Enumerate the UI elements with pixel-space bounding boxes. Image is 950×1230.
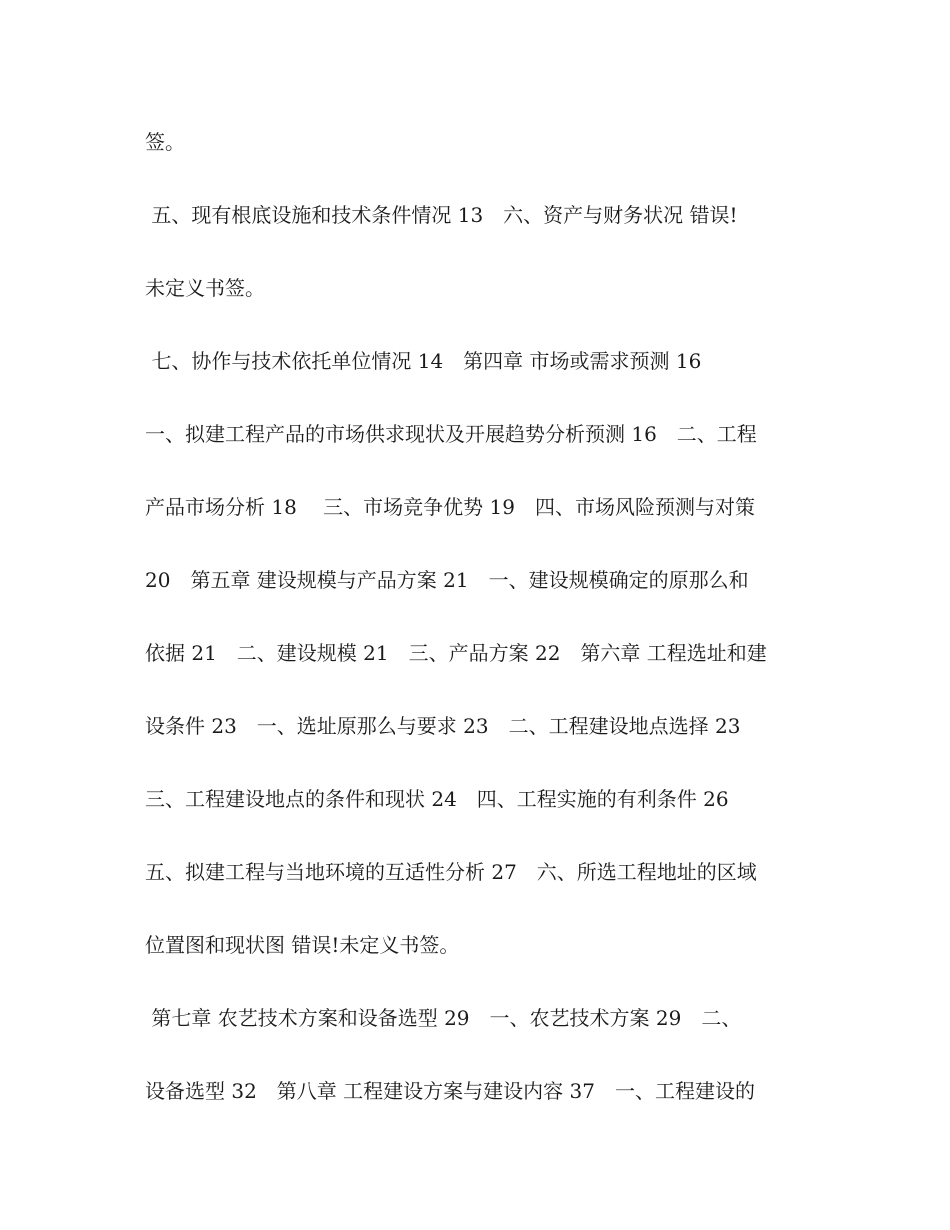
toc-line-10: 三、工程建设地点的条件和现状 24 四、工程实施的有利条件 26 xyxy=(145,787,729,811)
toc-line-9: 设条件 23 一、选址原那么与要求 23 二、工程建设地点选择 23 xyxy=(145,714,741,738)
toc-line-11: 五、拟建工程与当地环境的互适性分析 27 六、所选工程地址的区域 xyxy=(145,860,757,884)
toc-line-4: 七、协作与技术依托单位情况 14 第四章 市场或需求预测 16 xyxy=(145,349,702,373)
toc-line-7: 20 第五章 建设规模与产品方案 21 一、建设规模确定的原那么和 xyxy=(145,568,749,592)
toc-line-8: 依据 21 二、建设规模 21 三、产品方案 22 第六章 工程选址和建 xyxy=(145,641,767,665)
toc-line-5: 一、拟建工程产品的市场供求现状及开展趋势分析预测 16 二、工程 xyxy=(145,422,757,446)
toc-line-13: 第七章 农艺技术方案和设备选型 29 一、农艺技术方案 29 二、 xyxy=(145,1006,742,1030)
toc-line-2: 五、现有根底设施和技术条件情况 13 六、资产与财务状况 错误! xyxy=(145,203,738,227)
toc-line-1: 签。 xyxy=(145,130,185,154)
toc-line-12: 位置图和现状图 错误!未定义书签。 xyxy=(145,933,460,957)
toc-line-3: 未定义书签。 xyxy=(145,276,265,300)
toc-line-6: 产品市场分析 18 三、市场竞争优势 19 四、市场风险预测与对策 xyxy=(145,495,755,519)
toc-line-14: 设备选型 32 第八章 工程建设方案与建设内容 37 一、工程建设的 xyxy=(145,1079,755,1103)
